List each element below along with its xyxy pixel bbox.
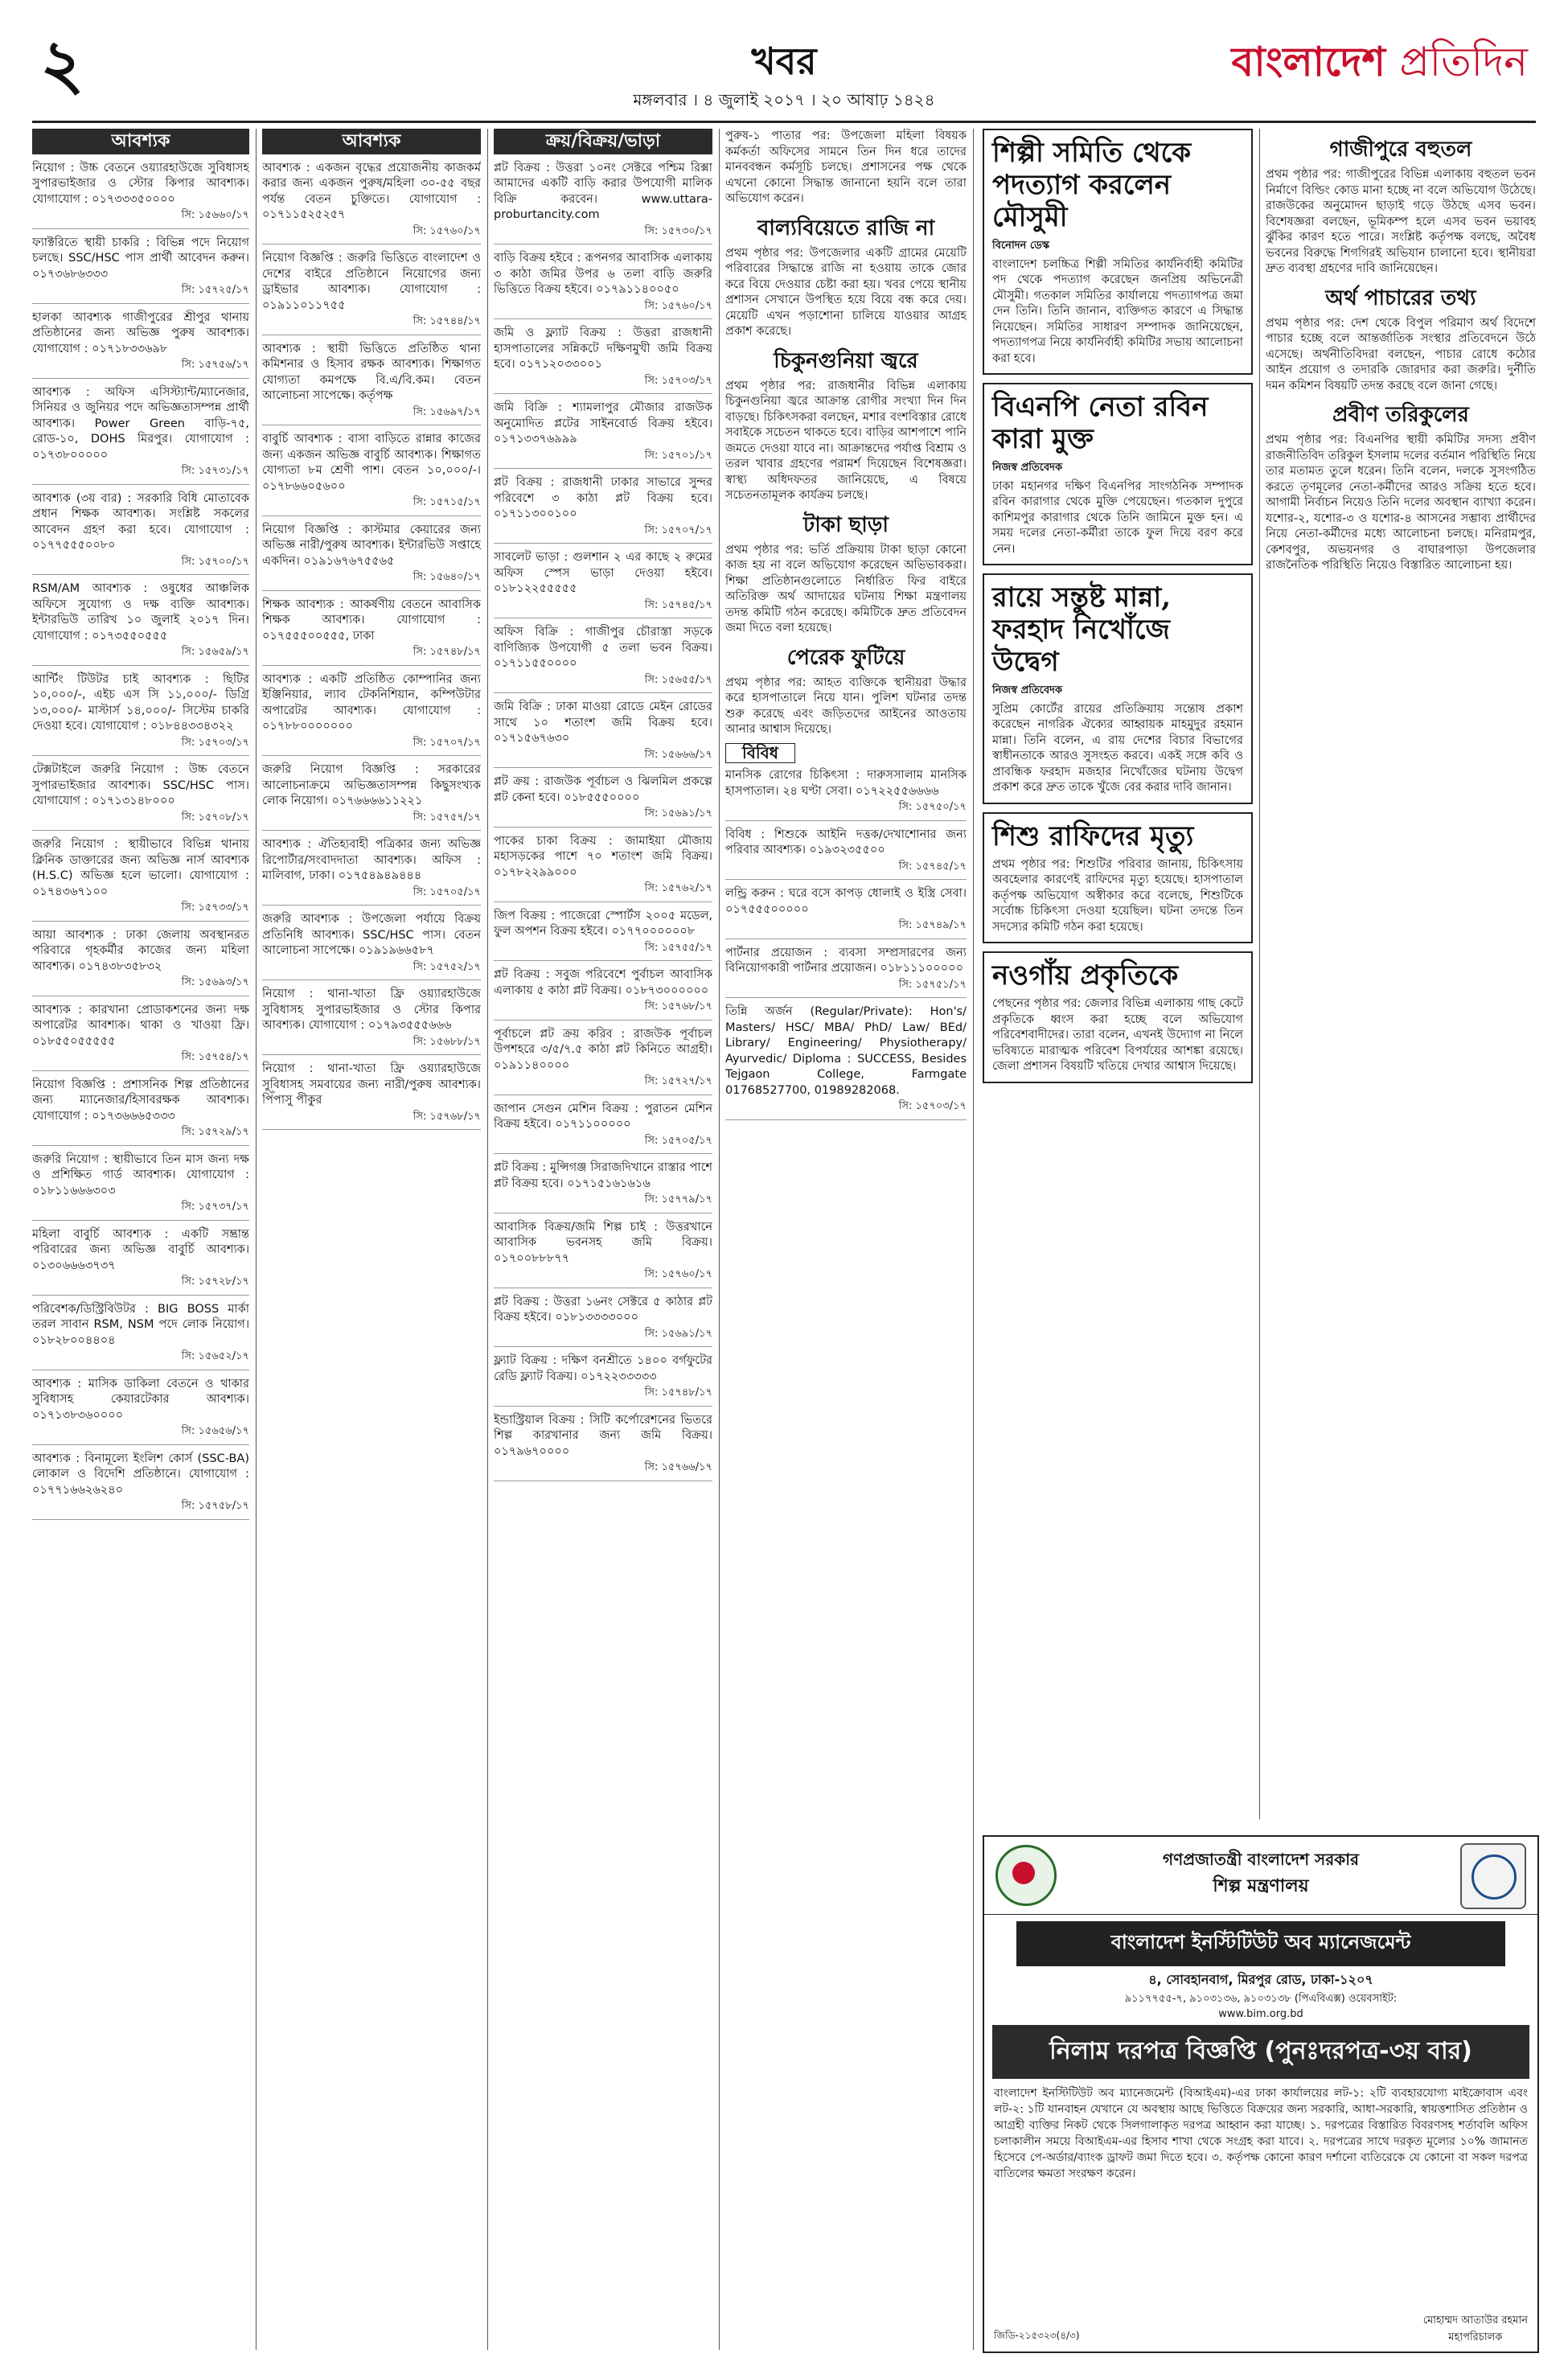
byline: নিজস্ব প্রতিবেদক — [992, 462, 1063, 474]
classified-ad — [32, 672, 249, 757]
ad-code: সি: ১৫৭০৫/১৭ — [644, 1134, 712, 1147]
news-column-4 — [725, 129, 967, 2350]
ad-text: বাবুর্চি আবশ্যক : বাসা বাড়িতে রান্নার কাজের জন্য একজন অভিজ্ঞ বাবুর্চি আবশ্যক। শিক্ষাগত যোগ্যতা ৮ম শ্রেণী পাশ। বেতন ১০,০০০/-। ০১৭৮৬৬০৫৬০০ — [262, 433, 481, 493]
ad-text: জমি বিক্রি : ঢাকা মাওয়া রোডে মেইন রোডের সাথে ১০ শতাংশ জমি বিক্রয় হবে। ০১৭১৫৬৭৬৩০ — [494, 700, 712, 745]
ad-code: সি: ১৫৭২৭/১৭ — [644, 1075, 712, 1087]
headline: পেরেক ফুটিয়ে — [786, 645, 905, 670]
classified-ad — [725, 946, 967, 999]
ad-text: নিয়োগ : থানা-খাতা ফ্রি ওয়্যারহাউজে সুবিধাসহ সুপারভাইজার ও স্টোর কিপার আবশ্যক। যোগাযোগ : ০১৭৯৩৫৫৫৬৬৬ — [262, 988, 481, 1032]
ad-text: নিয়োগ বিজ্ঞপ্তি : প্রশাসনিক শিল্প প্রতিষ্ঠানের জন্য ম্যানেজার/হিসাবরক্ষক আবশ্যক। যোগাযোগ : ০১৭৩৬৬৬৫৩৩৩ — [32, 1078, 249, 1123]
notice-title: নিলাম দরপত্র বিজ্ঞপ্তি (পুনঃদরপত্র-৩য় বার) — [992, 2025, 1529, 2079]
column-divider — [487, 129, 488, 2350]
ad-text: আবশ্যক : অফিস এসিস্ট্যান্ট/ম্যানেজার, সিনিয়র ও জুনিয়র পদে অভিজ্ঞতাসম্পন্ন প্রার্থী আবশ্যক। Power Green বাড়ি-৭৫, রোড-১০, DOHS মিরপুর। যোগাযোগ : ০১৭৩৮০০০০০ — [32, 385, 249, 462]
ad-code: সি: ১৫৭৪৮/১৭ — [644, 1386, 712, 1399]
classified-ad — [262, 432, 481, 516]
ad-code: সি: ১৫৬৬০/১৭ — [181, 209, 249, 221]
classified-ad — [32, 1452, 249, 1520]
ad-text: পার্টনার প্রয়োজন : ব্যবসা সম্প্রসারণের জন্য বিনিয়োগকারী পার্টনার প্রয়োজন। ০১৮১১১০০০০০ — [725, 946, 967, 975]
ad-text: প্লট বিক্রয় : উত্তরা ১৬নং সেক্টরে ৫ কাঠার প্লট বিক্রয় হইবে। ০১৮১৩৩৩৩০০০ — [494, 1295, 712, 1324]
classified-ad — [262, 912, 481, 980]
ad-text: জরুরি আবশ্যক : উপজেলা পর্যায়ে বিক্রয় প্রতিনিধি আবশ্যক। SSC/HSC পাস। বেতন আলোচনা সাপেক্ষে। ০১৯১৯৬৬৫৮৭ — [262, 913, 481, 957]
ad-text: সাবলেট ভাড়া : গুলশান ২ এর কাছে ২ রুমের অফিস স্পেস ভাড়া দেওয়া হইবে। ০১৮১২২৫৫৫৫৫ — [494, 551, 712, 595]
ad-code: সি: ১৫৭০৮/১৭ — [181, 811, 249, 824]
brand-part2: প্রতিদিন — [1399, 39, 1528, 85]
story-body: প্রথম পৃষ্ঠার পর: ভর্তি প্রক্রিয়ায় টাকা ছাড়া কোনো কাজ হয় না বলে অভিযোগ করেছেন অভিভাবকরা। শিক্ষা প্রতিষ্ঠানগুলোতে নির্ধারিত ফির বাইরে অতিরিক্ত অর্থ আদায়ের ঘটনায় শিক্ষা মন্ত্রণালয় তদন্ত কমিটি গঠন করেছে। কমিটিকে দ্রুত প্রতিবেদন জমা দিতে বলা হয়েছে। — [725, 543, 967, 635]
ad-code: সি: ১৫৭৫৭/১৭ — [413, 811, 481, 824]
ad-text: হালকা আবশ্যক গাজীপুরের শ্রীপুর থানায় প্রতিষ্ঠানের জন্য অভিজ্ঞ পুরুষ আবশ্যক। যোগাযোগ : ০১৭১৮৩৩৬৯৮ — [32, 310, 249, 355]
ad-code: সি: ১৫৬৫৬/১৭ — [181, 1425, 249, 1437]
classified-column-2 — [262, 129, 481, 2350]
ad-code: সি: ১৫৭৩০/১৭ — [644, 224, 712, 237]
news-box — [983, 129, 1253, 375]
headline: গাজীপুরে বহুতল — [1329, 138, 1472, 162]
ad-code: সি: ১৫৭৫২/১৭ — [413, 960, 481, 973]
classified-ad — [262, 837, 481, 906]
classified-ad — [494, 326, 712, 394]
ad-text: জরুরি নিয়োগ : স্থায়ীভাবে তিন মাস জন্য দক্ষ ও প্রশিক্ষিত গার্ড আবশ্যক। যোগাযোগ : ০১৮১১৬৬৬৩০৩ — [32, 1152, 249, 1197]
classified-ad — [494, 834, 712, 902]
ad-text: জরুরি নিয়োগ : স্থায়ীভাবে বিভিন্ন থানায় ক্লিনিক ডাক্তারের জন্য অভিজ্ঞ নার্স আবশ্যক (H.S.C) অভিজ্ঞ হলে ভালো। যোগাযোগ : ০১৭৪৩৬৭১০০ — [32, 838, 249, 898]
ad-text: বাড়ি বিক্রয় হইবে : রূপনগর আবাসিক এলাকায় ৩ কাঠা জমির উপর ৬ তলা বাড়ি জরুরি ভিত্তিতে বিক্রয় হইবে। ০১৭৯১১৪০০৫০ — [494, 252, 712, 296]
column-divider — [1259, 129, 1260, 1819]
classified-ad — [32, 1377, 249, 1445]
ad-code: সি: ১৫৭৬২/১৭ — [644, 882, 712, 894]
news-story — [1266, 402, 1536, 574]
classified-ad — [32, 1227, 249, 1296]
ad-text: প্লট বিক্রয় : সবুজ পরিবেশে পুর্বাচল আবাসিক এলাকায় ৫ কাঠা প্লট বিক্রয়। ০১৮৭৩০০০০০০ — [494, 968, 712, 997]
ad-text: মানসিক রোগের চিকিৎসা : দারুসসালাম মানসিক হাসপাতাল। ২৪ ঘণ্টা সেবা। ০১৭২২৫৫৬৬৬৬ — [725, 769, 967, 798]
ad-code: সি: ১৫৭০১/১৭ — [644, 449, 712, 462]
brand-part1: বাংলাদেশ — [1231, 39, 1400, 85]
notice-signature — [1423, 2313, 1528, 2347]
ad-code: সি: ১৫৭৬৮/১৭ — [413, 1110, 481, 1123]
ad-text: আবশ্যক : কারখানা প্রোডাকশনের জন্য দক্ষ অপারেটর আবশ্যক। থাকা ও খাওয়া ফ্রি। ০১৮৫৫০৫৫৫৫৫ — [32, 1003, 249, 1048]
headline: টাকা ছাড়া — [803, 512, 889, 537]
classified-ad — [494, 1102, 712, 1155]
ad-text: RSM/AM আবশ্যক : ওষুধের আঞ্চলিক অফিসে সুযোগ্য ও দক্ষ ব্যক্তি আবশ্যক। ইন্টারভিউ তারিখ ১০ জুলাই ২০১৭ দিন। যোগাযোগ : ০১৭৩৫৫০৫৫৫ — [32, 582, 249, 643]
headline: বিএনপি নেতা রবিন কারা মুক্ত — [992, 391, 1209, 455]
signatory-title: মহাপরিচালক — [1448, 2331, 1503, 2343]
ad-code: সি: ১৫৭২৯/১৭ — [181, 1126, 249, 1138]
ad-text: জরুরি নিয়োগ বিজ্ঞপ্তি : সরকারের আলোচনাক্রমে অভিজ্ঞতাসম্পন্ন কিছুসংখ্যক লোক নিয়োগ। ০১৭৬৬৬৬১১২২১ — [262, 763, 481, 807]
news-story — [1266, 137, 1536, 277]
ad-code: সি: ১৫৭৬৬/১৭ — [644, 1461, 712, 1473]
column-divider — [719, 129, 720, 2350]
headline: অর্থ পাচারের তথ্য — [1325, 285, 1476, 310]
classified-ad — [32, 762, 249, 831]
news-story — [725, 645, 967, 738]
story-body: প্রথম পৃষ্ঠার পর: আহত ব্যক্তিকে স্থানীয়রা উদ্ধার করে হাসপাতালে নিয়ে যান। পুলিশ ঘটনার তদন্ত শুরু করেছে এবং জড়িতদের আইনের আওতায় আনার আশ্বাস দিয়েছে। — [725, 676, 967, 736]
ad-code: সি: ১৫৭৩৭/১৭ — [181, 1201, 249, 1213]
institute-name: বাংলাদেশ ইনস্টিটিউট অব ম্যানেজমেন্ট — [1016, 1921, 1505, 1966]
notice-header — [984, 1837, 1537, 1915]
classified-ad — [32, 1152, 249, 1221]
classified-ad — [725, 828, 967, 881]
masthead — [32, 24, 1536, 123]
ad-text: শিক্ষক আবশ্যক : আকর্ষণীয় বেতনে আবাসিক শিক্ষক আবশ্যক। যোগাযোগ : ০১৭৫৫৫০০৫৫৫, ঢাকা — [262, 598, 481, 643]
news-box — [983, 951, 1253, 1083]
ad-code: সি: ১৫৭৪৫/১৭ — [898, 860, 967, 873]
ad-text: প্লট বিক্রয় : উত্তরা ১০নং সেক্টরে পশ্চিম রিক্সা আমাদের একটি বাড়ি করার উপযোগী মালিক বিক্রি করবেন। www.uttara-proburtancity.com — [494, 161, 712, 221]
ad-code: সি: ১৫৭০৭/১৭ — [413, 736, 481, 749]
ad-code: সি: ১৫৬৯৭/১৭ — [413, 405, 481, 418]
classified-ad — [262, 598, 481, 666]
news-story — [725, 512, 967, 637]
ad-text: মহিলা বাবুর্চি আবশ্যক : একটি সম্ভ্রান্ত পরিবারের জন্য অভিজ্ঞ বাবুর্চি আবশ্যক। ০১৩০৬৬৬৩৭৩৭ — [32, 1227, 249, 1272]
ad-text: আবশ্যক : মাসিক ডাকিলা বেতনে ও থাকার সুবিধাসহ কেয়ারটেকার আবশ্যক। ০১৭১৩৮৩৬০০০০ — [32, 1377, 249, 1422]
ad-code: সি: ১৫৭৫০/১৭ — [898, 801, 967, 813]
headline: রায়ে সন্তুষ্ট মান্না, ফরহাদ নিখোঁজে উদ্বেগ — [992, 581, 1172, 678]
column-divider — [256, 129, 257, 2350]
institute-phone: ৯১১৭৭৫৫-৭, ৯১০৩১৩৬, ৯১০৩১৩৮ (পিএবিএক্স) ওয়েবসাইট: — [1124, 1993, 1398, 2005]
story-body: প্রথম পৃষ্ঠার পর: দেশ থেকে বিপুল পরিমাণ অর্থ বিদেশে পাচার হচ্ছে বলে আন্তর্জাতিক সংস্থার প্রতিবেদনে উঠে এসেছে। অর্থনীতিবিদরা বলছেন, পাচার রোধে কঠোর আইন প্রয়োগ ও তদারকি জোরদার করা জরুরি। দুর্নীতি দমন কমিশন বিষয়টি তদন্ত করছে বলে জানা গেছে। — [1266, 316, 1536, 392]
continued-text: পুরুষ-১ পাতার পর: উপজেলা মহিলা বিষয়ক কর্মকর্তা অফিসের সামনে তিন দিন ধরে তাদের মানববন্ধন কর্মসূচি চলছে। প্রশাসনের পক্ষ থেকে এখনো কোনো সিদ্ধান্ত জানানো হয়নি বলে তারা অভিযোগ করেন। — [725, 129, 967, 205]
dateline: মঙ্গলবার । ৪ জুলাই ২০১৭ । ২০ আষাঢ় ১৪২৪ — [633, 90, 935, 109]
classified-ad — [725, 1004, 967, 1120]
ad-code: সি: ১৫৭০৭/১৭ — [644, 524, 712, 536]
classified-ad — [32, 1302, 249, 1370]
ad-text: প্লট ক্রয় : রাজউক পূর্বাচল ও ঝিলমিল প্রকল্পে প্লট কেনা হবে। ০১৮৫৫৫০০০০ — [494, 775, 712, 804]
ad-code: সি: ১৫৬৬৬/১৭ — [644, 748, 712, 761]
ad-code: সি: ১৫৭২৫/১৭ — [181, 284, 249, 296]
notice-code: জিডি-২১৫৩২৩(৪/৩) — [994, 2330, 1080, 2341]
story-body: পেছনের পৃষ্ঠার পর: জেলার বিভিন্ন এলাকায় গাছ কেটে প্রকৃতিকে ধ্বংস করা হচ্ছে বলে অভিযোগ পরিবেশবাদীদের। তারা বলেন, এখনই উদ্যোগ না নিলে ভবিষ্যতে মারাত্মক পরিবেশ বিপর্যয়ের আশঙ্কা রয়েছে। জেলা প্রশাসন বিষয়টি খতিয়ে দেখার আশ্বাস দিয়েছে। — [992, 997, 1243, 1073]
ad-text: জমি বিক্রি : শ্যামলাপুর মৌজার রাজউক অনুমোদিত প্লটের সাইনবোর্ড বিক্রয় হইবে। ০১৭১৩৩৭৬৯৯৯ — [494, 401, 712, 446]
ad-text: টেক্সটাইলে জরুরি নিয়োগ : উচ্চ বেতনে সুপারভাইজার আবশ্যক। SSC/HSC পাস। যোগাযোগ : ০১৭১৩১৪৮০০০ — [32, 763, 249, 807]
classified-ad — [262, 342, 481, 426]
classified-column-3 — [494, 129, 712, 2350]
headline: নওগাঁয় প্রকৃতিকে — [992, 959, 1179, 992]
signatory-name: মোহাম্মদ আতাউর রহমান — [1422, 2314, 1528, 2327]
classified-ad — [32, 236, 249, 304]
government-name: গণপ্রজাতন্ত্রী বাংলাদেশ সরকার — [1163, 1850, 1359, 1869]
ministry-name: শিল্প মন্ত্রণালয় — [1213, 1876, 1309, 1896]
ad-code: সি: ১৫৭৭৯/১৭ — [644, 1193, 712, 1205]
classified-ad — [494, 400, 712, 469]
ad-text: নিয়োগ : থানা-খাতা ফ্রি ওয়্যারহাউজে সুবিধাসহ সমবায়ের জন্য নারী/পুরুষ আবশ্যক। পিঁপাসু পীকুর — [262, 1062, 481, 1107]
news-column-6 — [1266, 129, 1536, 1819]
ad-text: জমি ও ফ্ল্যাট বিক্রয় : উত্তরা রাজধানী হাসপাতালের সন্নিকটে দক্ষিণমুখী জমি বিক্রয় হবে। ০১৭১২০৩৩০০১ — [494, 327, 712, 371]
ad-text: জিপ বিক্রয় : পাজেরো স্পোর্টস ২০০৫ মডেল, ফুল অপশন বিক্রয় হইবে। ০১৭৭০০০০০০৮ — [494, 909, 712, 938]
byline: বিনোদন ডেস্ক — [992, 240, 1050, 252]
ad-code: সি: ১৫৭৪৯/১৭ — [898, 919, 967, 931]
ad-text: অফিস বিক্রি : গাজীপুর চৌরাস্তা সড়কে বাণিজ্যিক উপযোগী ৫ তলা ভবন বিক্রয়। ০১৭১১৫৫০০০০ — [494, 626, 712, 670]
institute-website[interactable]: www.bim.org.bd — [1218, 2008, 1303, 2020]
news-story — [725, 348, 967, 504]
ad-text: ফ্ল্যাট বিক্রয় : দক্ষিণ বনশ্রীতে ১৪০০ বর্গফুটের রেডি ফ্ল্যাট বিক্রয়। ০১৭২২৩৩৩৩৩ — [494, 1354, 712, 1383]
ad-text: প্লট বিক্রয় : রাজধানী ঢাকার সাভারে সুন্দর পরিবেশে ৩ কাঠা প্লট বিক্রয় হবে। ০১৭১১৩০০১০০ — [494, 476, 712, 520]
news-box — [983, 573, 1253, 804]
ad-code: সি: ১৫৭৪৪/১৭ — [413, 315, 481, 327]
classified-ad — [494, 1027, 712, 1095]
ad-text: জাপান সেগুন মেশিন বিক্রয় : পুরাতন মেশিন বিক্রয় হইবে। ০১৭১১০০০০০ — [494, 1102, 712, 1131]
classified-ad — [725, 886, 967, 939]
ad-code: সি: ১৫৭৫১/১৭ — [898, 978, 967, 991]
classified-ad — [262, 987, 481, 1055]
classified-ad — [494, 1413, 712, 1481]
newspaper-logo — [1231, 32, 1528, 99]
byline: নিজস্ব প্রতিবেদক — [992, 684, 1063, 696]
classified-ad — [262, 762, 481, 831]
ad-text: আবশ্যক : স্থায়ী ভিত্তিতে প্রতিষ্ঠিত থানা কমিশনার ও হিসাব রক্ষক আবশ্যক। শিক্ষাগত যোগ্যতা কমপক্ষে বি.এ/বি.কম। বেতন আলোচনা সাপেক্ষে। কর্তৃপক্ষ — [262, 342, 481, 402]
ad-text: নিয়োগ বিজ্ঞপ্তি : জরুরি ভিত্তিতে বাংলাদেশ ও দেশের বাইরে প্রতিষ্ঠানে নিয়োগের জন্য ড্রাইভার আবশ্যক। যোগাযোগ : ০১৯১১০১১৭৫৫ — [262, 252, 481, 312]
ad-text: পূর্বাচলে প্লট ক্রয় করিব : রাজউক পূর্বাচল উপশহরে ৩/৫/৭.৫ কাঠা প্লট কিনিতে আগ্রহী। ০১৯১১৪০০০০ — [494, 1027, 712, 1072]
story-body: প্রথম পৃষ্ঠার পর: উপজেলার একটি গ্রামের মেয়েটি পরিবারের সিদ্ধান্তে রাজি না হওয়ায় তাকে জোর করে বিয়ে দেওয়ার চেষ্টা করা হয়। খবর পেয়ে স্থানীয় প্রশাসন সেখানে উপস্থিত হয়ে বিয়ে বন্ধ করে দেয়। মেয়েটি এখন পড়াশোনা চালিয়ে যাওয়ার আগ্রহ প্রকাশ করেছে। — [725, 246, 967, 338]
ad-text: বিবিধ : শিশুকে আইনি দত্তক/দেখাশোনার জন্য পরিবার আবশ্যক। ০১৯৩২৩৫৫০০ — [725, 828, 967, 856]
column-divider — [973, 129, 974, 2350]
headline: প্রবীণ তরিকুলের — [1332, 403, 1469, 427]
ad-code: সি: ১৫৭৩১/১৭ — [181, 465, 249, 477]
ad-text: প্লট বিক্রয় : মুন্সিগঞ্জ সিরাজদিখানে রাস্তার পাশে প্লট বিক্রয় হবে। ০১৭১৫১৬১৬১৬ — [494, 1161, 712, 1190]
ad-text: ফ্যাক্টরিতে স্থায়ী চাকরি : বিভিন্ন পদে নিয়োগ চলছে। SSC/HSC পাস প্রার্থী আবেদন করুন। ০১৭৩৬৮৬৩৩৩ — [32, 236, 249, 281]
ad-code: সি: ১৫৬৫২/১৭ — [181, 1350, 249, 1362]
classified-ad — [262, 672, 481, 757]
institute-address: ৪, সোবহানবাগ, মিরপুর রোড, ঢাকা-১২০৭ — [1148, 1972, 1373, 1987]
classified-ad — [32, 581, 249, 666]
ad-text: ইন্ডাস্ট্রিয়াল বিক্রয় : সিটি কর্পোরেশনের ভিতরে শিল্প কারখানার জন্য জমি বিক্রয়। ০১৭৯৬৭০০০০ — [494, 1413, 712, 1458]
story-body: ঢাকা মহানগর দক্ষিণ বিএনপির সাংগঠনিক সম্পাদক রবিন কারাগার থেকে মুক্তি পেয়েছেন। গতকাল দুপুরে কাশিমপুর কারাগার থেকে তিনি জামিনে মুক্ত হন। এ সময় দলের নেতা-কর্মীরা তাকে ফুল দিয়ে বরণ করে নেন। — [992, 479, 1243, 556]
ad-text: আবাসিক বিক্রয়/জমি শিল্প চাই : উত্তরখানে আবাসিক ভবনসহ জমি বিক্রয়। ০১৭০০৮৮৮৭৭ — [494, 1220, 712, 1265]
notice-body: বাংলাদেশ ইনস্টিটিউট অব ম্যানেজমেন্ট (বিআইএম)-এর ঢাকা কার্যালয়ের লট-১: ২টি ব্যবহারযোগ্য মাইক্রোবাস এবং লট-২: ১টি যানবাহন যেখানে যে অবস্থায় আছে ভিত্তিতে বিক্রয়ের জন্য সরকারি, আধা-সরকারি, স্বায়ত্তশাসিত প্রতিষ্ঠান ও আগ্রহী ব্যক্তির নিকট থেকে সিলগালাকৃত দরপত্র আহ্বান করা যাচ্ছে। ১. দরপত্রের বিস্তারিত বিবরণসহ শর্তাবলি অফিস চলাকালীন সময়ে বিআইএম-এর হিসাব শাখা থেকে সংগ্রহ করা যাবে। ২. দরপত্রের সাথে দরকৃত মূল্যের ১০% জামানত হিসেবে পে-অর্ডার/ব্যাংক ড্রাফট জমা দিতে হবে। ৩. কর্তৃপক্ষ কোনো কারণ দর্শানো ব্যতিরেকে যে কোনো বা সকল দরপত্র বাতিলের ক্ষমতা সংরক্ষণ করেন। — [994, 2087, 1528, 2180]
ad-code: সি: ১৫৭২৮/১৭ — [181, 1275, 249, 1288]
news-box — [983, 812, 1253, 944]
classified-ad — [32, 1078, 249, 1146]
classified-ad — [32, 385, 249, 485]
institute-logo-icon — [1460, 1843, 1526, 1909]
ad-code: সি: ১৫৭৫৪/১৭ — [181, 1051, 249, 1063]
classified-ad — [262, 251, 481, 335]
ad-text: আর্ন্টিং টিউটর চাই আবশ্যক : ছিটির ১০,০০০/-, এইচ এস সি ১১,০০০/- ডিগ্রি ১৩,০০০/- মাস্টার্স ১৪,০০০/- সিস্টেম চাকরি দেওয়া হবে। যোগাযোগ : ০১৮৪৪৩৩৪৩২২ — [32, 672, 249, 733]
ad-code: সি: ১৫৭৬০/১৭ — [413, 224, 481, 237]
news-box — [983, 383, 1253, 565]
ad-code: সি: ১৫৭৩৩/১৭ — [181, 902, 249, 914]
classified-ad — [494, 967, 712, 1021]
headline: চিকুনগুনিয়া জ্বরে — [774, 348, 918, 373]
ad-code: সি: ১৫৬৯১/১৭ — [644, 807, 712, 819]
ad-code: সি: ১৫৭০৩/১৭ — [898, 1100, 967, 1112]
story-body: বাংলাদেশ চলচ্চিত্র শিল্পী সমিতির কার্যনির্বাহী কমিটির পদ থেকে পদত্যাগ করেছেন জনপ্রিয় অভিনেত্রী মৌসুমী। গতকাল সমিতির কার্যালয়ে পদত্যাগপত্র জমা দেন তিনি। তিনি জানান, ব্যক্তিগত কারণে এ সিদ্ধান্ত নিয়েছেন। সমিতির সাধারণ সম্পাদক জানিয়েছেন, পদত্যাগপত্র নিয়ে কার্যনির্বাহী কমিটির সভায় আলোচনা করা হবে। — [992, 257, 1243, 365]
column-heading: আবশ্যক — [262, 129, 481, 154]
ad-text: নিয়োগ বিজ্ঞপ্তি : কাস্টমার কেয়ারের জন্য অভিজ্ঞ নারী/পুরুষ আবশ্যক। ইন্টারভিউ সপ্তাহে একদিন। ০১৯১৬৭৬৭৫৫৬৫ — [262, 523, 481, 568]
ad-code: সি: ১৫৬৯৩/১৭ — [181, 976, 249, 988]
column-heading: আবশ্যক — [32, 129, 249, 154]
ad-code: সি: ১৫৬৮৮/১৭ — [413, 1035, 481, 1048]
classified-ad — [494, 909, 712, 962]
ad-code: সি: ১৫৭০০/১৭ — [181, 555, 249, 568]
classified-ad — [32, 1003, 249, 1071]
section-title: খবর — [751, 39, 817, 83]
story-body: প্রথম পৃষ্ঠার পর: গাজীপুরের বিভিন্ন এলাকায় বহুতল ভবন নির্মাণে বিল্ডিং কোড মানা হচ্ছে না বলে অভিযোগ উঠেছে। রাজউকের অনুমোদন ছাড়াই গড়ে উঠছে এসব ভবন। বিশেষজ্ঞরা বলছেন, ভূমিকম্প হলে এসব ভবন ভয়াবহ ঝুঁকির কারণ হতে পারে। সংশ্লিষ্ট কর্তৃপক্ষ বলছে, অবৈধ ভবনের বিরুদ্ধে শিগগিরই অভিযান চালানো হবে। স্থানীয়রা দ্রুত ব্যবস্থা গ্রহণের দাবি জানিয়েছেন। — [1266, 168, 1536, 275]
ad-code: সি: ১৫৬৫৯/১৭ — [181, 646, 249, 658]
classified-ad — [32, 928, 249, 996]
classified-ad — [262, 1062, 481, 1130]
ad-code: সি: ১৫৭১৫/১৭ — [413, 496, 481, 508]
classified-ad — [494, 550, 712, 618]
headline: শিশু রাফিদের মৃত্যু — [992, 819, 1194, 852]
page-number: ২ — [40, 24, 84, 104]
ad-code: সি: ১৫৭০৩/১৭ — [644, 374, 712, 387]
story-body: প্রথম পৃষ্ঠার পর: বিএনপির স্থায়ী কমিটির সদস্য প্রবীণ রাজনীতিবিদ তরিকুল ইসলাম দলের বর্তমান পরিস্থিতি নিয়ে তার মতামত তুলে ধরেন। তিনি বলেন, দলকে সুসংগঠিত করতে তৃণমূলের নেতা-কর্মীদের আরও সক্রিয় হতে হবে। আগামী নির্বাচন নিয়েও তিনি দলের অবস্থান ব্যাখ্যা করেন। যশোর-২, যশোর-৩ ও যশোর-৪ আসনের সম্ভাব্য প্রার্থীদের নিয়ে নেতা-কর্মীদের মধ্যে আলোচনা চলছে। মনিরামপুর, কেশবপুর, অভয়নগর ও বাঘারপাড়া উপজেলার রাজনৈতিক পরিস্থিতি নিয়েও বিস্তারিত আলোচনা হয়। — [1266, 433, 1536, 572]
classified-ad — [725, 768, 967, 821]
ad-text: আবশ্যক : একটি প্রতিষ্ঠিত কোম্পানির জন্য ইঞ্জিনিয়ার, ল্যাব টেকনিশিয়ান, কম্পিউটার অপারেটর আবশ্যক। যোগাযোগ : ০১৭৮৮০০০০০০০ — [262, 672, 481, 733]
bibidh-heading: বিবিধ — [725, 743, 795, 764]
ad-text: আবশ্যক : একজন বৃদ্ধের প্রয়োজনীয় কাজকর্ম করার জন্য একজন পুরুষ/মহিলা ৩০-৫৫ বছর পর্যন্ত বেতন চুক্তিতে। যোগাযোগ : ০১৭১১৫২৫২৫৭ — [262, 161, 481, 221]
headline: বাল্যবিয়েতে রাজি না — [757, 216, 935, 240]
classified-ad — [494, 700, 712, 768]
classified-ad — [494, 1295, 712, 1348]
classified-ad — [32, 161, 249, 229]
classified-ad — [262, 161, 481, 245]
news-column-5 — [983, 129, 1253, 1819]
ad-code: সি: ১৫৭৬০/১৭ — [644, 299, 712, 312]
ad-code: সি: ১৫৭৪৮/১৭ — [413, 646, 481, 658]
classified-ad — [262, 523, 481, 591]
ad-code: সি: ১৫৭৫৫/১৭ — [644, 941, 712, 954]
ad-code: সি: ১৫৭৫৮/১৭ — [181, 1500, 249, 1512]
classified-ad — [494, 1160, 712, 1214]
classified-ad — [494, 774, 712, 828]
story-body: প্রথম পৃষ্ঠার পর: রাজধানীর বিভিন্ন এলাকায় চিকুনগুনিয়া জ্বরে আক্রান্ত রোগীর সংখ্যা দিন দিন বাড়ছে। চিকিৎসকরা বলছেন, মশার বংশবিস্তার রোধে সবাইকে সচেতন থাকতে হবে। বাড়ির আশপাশে পানি জমতে দেওয়া যাবে না। আক্রান্তদের পর্যাপ্ত বিশ্রাম ও তরল খাবার গ্রহণের পরামর্শ দিয়েছেন বিশেষজ্ঞরা। স্বাস্থ্য অধিদফতর জানিয়েছে, এ বিষয়ে সচেতনতামূলক কার্যক্রম চলছে। — [725, 379, 967, 502]
classified-ad — [32, 491, 249, 576]
ad-code: সি: ১৫৬৫৫/১৭ — [644, 673, 712, 686]
classified-ad — [494, 251, 712, 319]
ad-code: সি: ১৫৭৫৬/১৭ — [181, 359, 249, 371]
story-body: প্রথম পৃষ্ঠার পর: শিশুটির পরিবার জানায়, চিকিৎসায় অবহেলার কারণেই রাফিদের মৃত্যু হয়েছে। হাসপাতাল কর্তৃপক্ষ অভিযোগ অস্বীকার করে বলেছে, শিশুটিকে সর্বোচ্চ চিকিৎসা দেওয়া হয়েছিল। ঘটনা তদন্তে তিন সদস্যের কমিটি গঠন করা হয়েছে। — [992, 857, 1243, 934]
ad-text: আবশ্যক : ঐতিহ্যবাহী পত্রিকার জন্য অভিজ্ঞ রিপোর্টার/সংবাদদাতা আবশ্যক। অফিস : মালিবাগ, ঢাকা। ০১৭৫৪৯৪৯৪৪৪ — [262, 838, 481, 882]
ad-text: নিয়োগ : উচ্চ বেতনে ওয়্যারহাউজে সুবিধাসহ সুপারভাইজার ও স্টোর কিপার আবশ্যক। যোগাযোগ : ০১৭৩৩৩৫০০০০ — [32, 161, 249, 206]
classified-ad — [494, 161, 712, 245]
ad-text: পাকের চাকা বিক্রয় : জামাইয়া মৌজায় মহাসড়কের পাশে ৭০ শতাংশ জমি বিক্রয়। ০১৭৮২২৯৯০০০ — [494, 834, 712, 879]
classified-ad — [494, 1220, 712, 1288]
column-heading: ক্রয়/বিক্রয়/ভাড়া — [494, 129, 712, 154]
ad-code: সি: ১৫৬৯১/১৭ — [644, 1327, 712, 1340]
auction-tender-notice — [983, 1835, 1539, 2353]
ad-text: লন্ড্রি করুন : ঘরে বসে কাপড় ধোলাই ও ইস্ত্রি সেবা। ০১৭৫৫৫০০০০০ — [725, 887, 967, 916]
ad-code: সি: ১৫৬৪০/১৭ — [413, 571, 481, 583]
headline: শিল্পী সমিতি থেকে পদত্যাগ করলেন মৌসুমী — [992, 137, 1192, 233]
news-story — [1266, 285, 1536, 395]
ad-code: সি: ১৫৭৬৮/১৭ — [644, 1000, 712, 1012]
ad-text: তিন্নি অর্জন (Regular/Private): Hon's/ Masters/ HSC/ MBA/ PhD/ Law/ BEd/ Library/ Engineering/ Physiotherapy/ Ayurvedic/ Diploma : SUCCESS, Besides Tejgaon College, Farmgate 01768527700, 01989282068. — [725, 1005, 967, 1097]
classified-ad — [494, 475, 712, 544]
story-body: সুপ্রিম কোর্টের রায়ের প্রতিক্রিয়ায় সন্তোষ প্রকাশ করেছেন নাগরিক ঐক্যের আহ্বায়ক মাহমুদুর রহমান মান্না। তিনি বলেন, এ রায় দেশের বিচার বিভাগের স্বাধীনতাকে আরও সুসংহত করবে। একই সঙ্গে কবি ও প্রাবন্ধিক ফরহাদ মজহার নিখোঁজের ঘটনায় উদ্বেগ প্রকাশ করে দ্রুত তাকে খুঁজে বের করার দাবি জানান। — [992, 702, 1243, 794]
ad-text: আবশ্যক : বিনামূল্যে ইংলিশ কোর্স (SSC-BA) লোকাল ও বিদেশি প্রতিষ্ঠানে। যোগাযোগ : ০১৭৭১৬৬২৬২৪০ — [32, 1452, 249, 1497]
ad-code: সি: ১৫৭৪৫/১৭ — [644, 598, 712, 611]
ad-text: পরিবেশক/ডিস্ট্রিবিউটর : BIG BOSS মার্কা তরল সাবান RSM, NSM পদে লোক নিয়োগ। ০১৮২৮০০৪৪০৪ — [32, 1302, 249, 1347]
classified-ad — [32, 310, 249, 379]
ad-code: সি: ১৫৭০৩/১৭ — [181, 736, 249, 749]
ad-code: সি: ১৫৭০৫/১৭ — [413, 885, 481, 898]
classified-column-1 — [32, 129, 249, 2350]
classified-ad — [32, 837, 249, 922]
ad-code: সি: ১৫৭৬০/১৭ — [644, 1268, 712, 1280]
news-story — [725, 216, 967, 340]
classified-ad — [494, 625, 712, 693]
classified-ad — [494, 1353, 712, 1407]
ad-text: আবশ্যক (৩য় বার) : সরকারি বিধি মোতাবেক প্রধান শিক্ষক আবশ্যক। সংশ্লিষ্ট সকলের আবেদন গ্রহণ করা হবে। যোগাযোগ : ০১৭৭৫৫৫০০৮০ — [32, 491, 249, 552]
ad-text: আয়া আবশ্যক : ঢাকা জেলায় অবস্থানরত পরিবারে গৃহকর্মীর কাজের জন্য মহিলা আবশ্যক। ০১৭৪৩৮৩৫৮৩২ — [32, 928, 249, 973]
